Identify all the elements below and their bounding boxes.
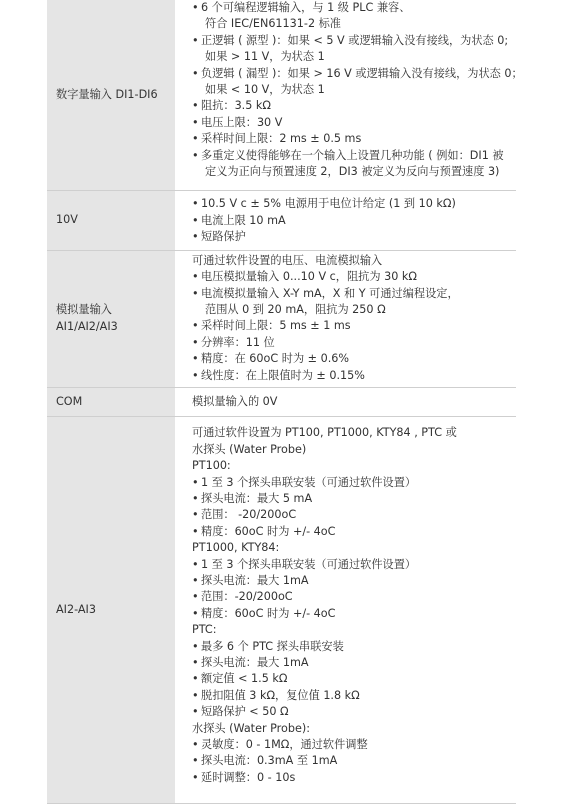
spec-row-content-cell [175, 250, 516, 387]
spec-text-line: 水探头 (Water Probe): [192, 721, 310, 735]
spec-bullet-item: • 短路保护 < 50 Ω [192, 704, 512, 720]
spec-bullet-item: • 电流模拟量输入 X-Y mA，X 和 Y 可通过编程设定， [192, 286, 512, 302]
spec-row [47, 0, 516, 191]
spec-text-line: PT1000, KTY84: [192, 541, 280, 555]
spec-text-line: 可通过软件设置为 PT100, PT1000, KTY84 , PTC 或 [192, 426, 457, 440]
spec-row-label-cell [47, 417, 175, 804]
spec-text-line: 如果 > 11 V，为状态 1 [205, 50, 325, 64]
spec-row [47, 417, 516, 804]
spec-bullet-item: • 10.5 V c ± 5% 电源用于电位计给定 (1 到 10 kΩ) [192, 196, 512, 212]
spec-row-content-cell [175, 191, 516, 250]
spec-text-line: 水探头 (Water Probe) [192, 442, 307, 456]
spec-row-label-cell [47, 0, 175, 191]
spec-bullet-item: • 1 至 3 个探头串联安装（可通过软件设置） [192, 557, 512, 573]
spec-text-line: PTC: [192, 623, 217, 637]
spec-text-line: PT100: [192, 459, 231, 473]
spec-row-label-cell [47, 191, 175, 250]
spec-row-label-cell [47, 387, 175, 416]
spec-bullet-item: • 正逻辑 ( 源型 )：如果 < 5 V 或逻辑输入没有接线，为状态 0; [192, 33, 512, 49]
spec-bullet-item: • 探头电流：最大 1mA [192, 655, 512, 671]
spec-bullet-item: • 精度：60oC 时为 +/- 4oC [192, 524, 512, 540]
spec-bullet-item: • 探头电流：0.3mA 至 1mA [192, 753, 512, 769]
spec-bullet-item: • 探头电流：最大 5 mA [192, 491, 512, 507]
spec-bullet-item: • 分辨率：11 位 [192, 335, 512, 351]
spec-row-content-cell [175, 0, 523, 191]
spec-bullet-item: • 灵敏度：0 - 1MΩ，通过软件调整 [192, 737, 512, 753]
spec-bullet-item: • 范围： -20/200oC [192, 507, 512, 523]
spec-text-line: 模拟量输入的 0V [192, 394, 278, 408]
spec-bullet-item: • 阻抗：3.5 kΩ [192, 98, 512, 114]
spec-text-line: 定义为正向与预置速度 2，DI3 被定义为反向与预置速度 3) [205, 165, 500, 179]
spec-bullet-item: • 负逻辑 ( 漏型 )：如果 > 16 V 或逻辑输入没有接线，为状态 0； [192, 66, 512, 82]
spec-bullet-item: • 1 至 3 个探头串联安装（可通过软件设置） [192, 475, 512, 491]
spec-row-content-cell [175, 417, 516, 804]
spec-table [47, 0, 523, 804]
spec-bullet-item: • 精度：在 60oC 时为 ± 0.6% [192, 351, 512, 367]
spec-bullet-item: • 延时调整：0 - 10s [192, 770, 512, 786]
spec-row-label-cell [47, 250, 175, 387]
spec-text-line: 范围从 0 到 20 mA，阻抗为 250 Ω [205, 302, 386, 316]
spec-bullet-item: • 精度：60oC 时为 +/- 4oC [192, 606, 512, 622]
spec-bullet-item: • 最多 6 个 PTC 探头串联安装 [192, 639, 512, 655]
spec-bullet-item: • 线性度：在上限值时为 ± 0.15% [192, 368, 512, 384]
spec-bullet-item: • 范围：-20/200oC [192, 589, 512, 605]
spec-bullet-item: • 采样时间上限：2 ms ± 0.5 ms [192, 131, 512, 147]
spec-text-line: 符合 IEC/EN61131-2 标准 [205, 17, 341, 31]
spec-text-line: 如果 < 10 V，为状态 1 [205, 83, 325, 97]
spec-table-body [47, 0, 523, 804]
spec-bullet-item: • 探头电流：最大 1mA [192, 573, 512, 589]
spec-bullet-item: • 多重定义使得能够在一个输入上设置几种功能 ( 例如：DI1 被 [192, 148, 512, 164]
spec-row [47, 250, 516, 387]
spec-bullet-item: • 6 个可编程逻辑输入，与 1 级 PLC 兼容、 [192, 0, 512, 16]
spec-bullet-item: • 额定值 < 1.5 kΩ [192, 671, 512, 687]
spec-bullet-item: • 电压模拟量输入 0...10 V c，阻抗为 30 kΩ [192, 269, 512, 285]
spec-bullet-item: • 短路保护 [192, 229, 512, 245]
spec-row-label: 模拟量输入 [56, 303, 112, 317]
spec-row-content-cell [175, 387, 516, 416]
spec-row [47, 387, 516, 416]
spec-bullet-item: • 脱扣阻值 3 kΩ，复位值 1.8 kΩ [192, 688, 512, 704]
spec-row-label: 10V [56, 213, 78, 227]
spec-row-label: 数字量输入 DI1-DI6 [56, 88, 158, 102]
spec-row-label: COM [56, 394, 83, 408]
spec-bullet-item: • 采样时间上限：5 ms ± 1 ms [192, 318, 512, 334]
spec-bullet-item: • 电压上限：30 V [192, 115, 512, 131]
spec-row-label: AI1/AI2/AI3 [56, 319, 118, 333]
spec-text-line: 可通过软件设置的电压、电流模拟输入 [192, 253, 383, 267]
spec-row-label: AI2-AI3 [56, 603, 96, 617]
spec-bullet-item: • 电流上限 10 mA [192, 213, 512, 229]
spec-row [47, 191, 516, 250]
